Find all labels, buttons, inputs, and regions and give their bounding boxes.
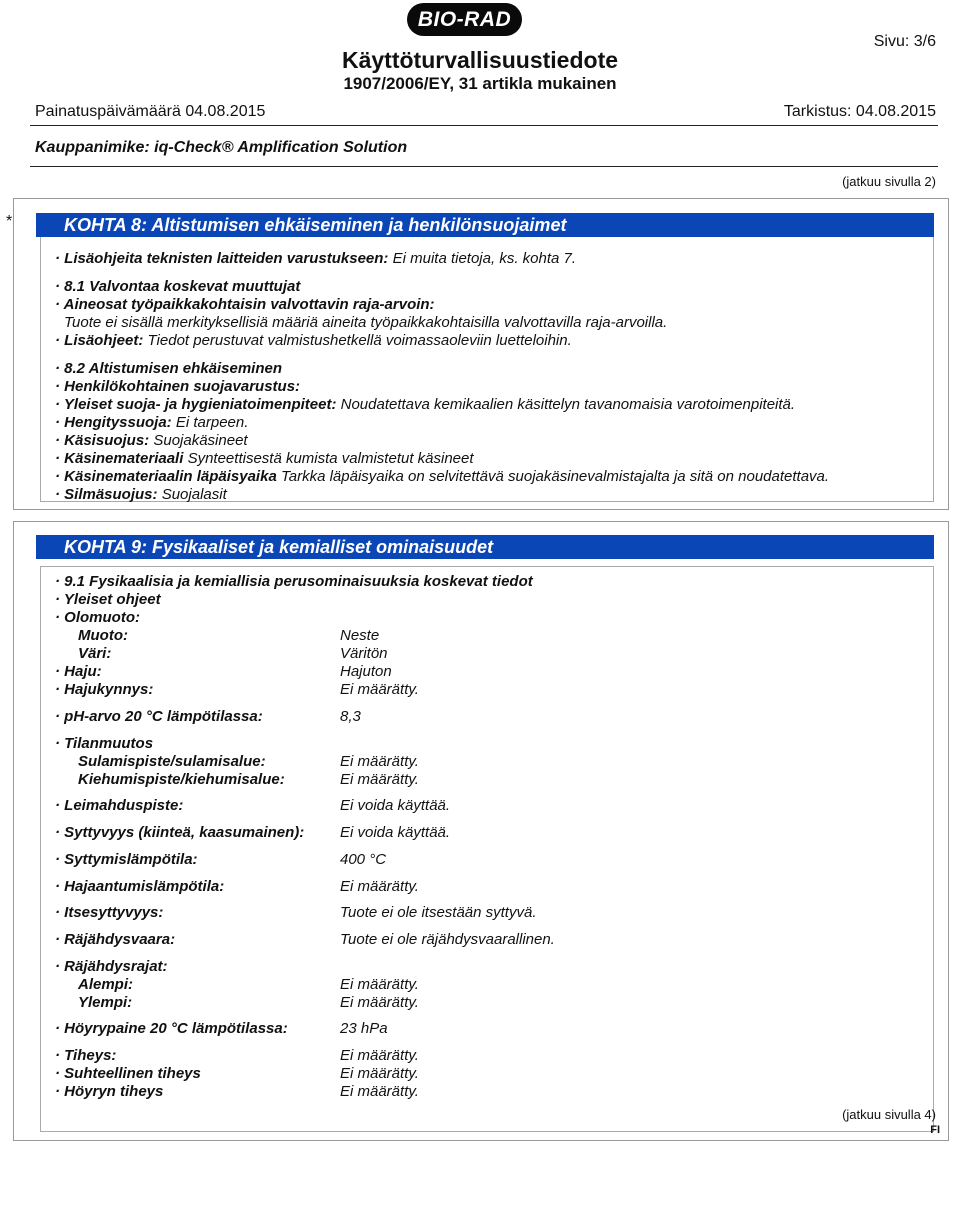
melting-point-value: Ei määrätty. (340, 753, 419, 770)
explosion-limits-heading: · Räjähdysrajat: (55, 958, 168, 975)
upper-limit-value: Ei määrätty. (340, 994, 419, 1011)
ph-value: 8,3 (340, 708, 361, 725)
flash-point-value: Ei voida käyttää. (340, 797, 451, 814)
odor-threshold-label: · Hajukynnys: (55, 681, 154, 698)
line-value: Tarkka läpäisyaika on selvitettävä suojakäsinevalmistajalta ja sitä on noudatettava. (276, 468, 830, 485)
odor-label: · Haju: (55, 663, 102, 680)
melting-point-label: Sulamispiste/sulamisalue: (78, 753, 266, 770)
hygiene-line (55, 396, 795, 413)
density-label: · Tiheys: (55, 1047, 117, 1064)
vapor-density-label: · Höyryn tiheys (55, 1083, 164, 1100)
vapor-density-value: Ei määrätty. (340, 1083, 419, 1100)
form-value: Neste (340, 627, 380, 644)
odor-threshold-value: Ei määrätty. (340, 681, 419, 698)
respiratory-line (55, 414, 248, 431)
page-number: Sivu: 3/6 (873, 33, 936, 50)
boiling-point-label: Kiehumispiste/kiehumisalue: (78, 771, 285, 788)
line-label: · Käsinemateriaali (55, 450, 184, 467)
lower-limit-label: Alempi: (78, 976, 134, 993)
vapor-pressure-label: · Höyrypaine 20 °C lämpötilassa: (55, 1020, 288, 1037)
limit-values-text: Tuote ei sisällä merkityksellisiä määriä aineita työpaikkakohtaisilla valvottavilla raja-arvoilla. (64, 314, 668, 331)
section-9-content-box (40, 566, 934, 1132)
color-label: Väri: (78, 645, 112, 662)
line-value: Suojakäsineet (149, 432, 248, 449)
ignition-temp-value: 400 °C (340, 851, 387, 868)
glove-breakthrough-line (55, 468, 829, 485)
hand-protection-line (55, 432, 248, 449)
general-info-heading: · Yleiset ohjeet (55, 591, 161, 608)
additional-info-line (55, 332, 572, 349)
flammability-value: Ei voida käyttää. (340, 824, 451, 841)
relative-density-value: Ei määrätty. (340, 1065, 419, 1082)
ignition-temp-label: · Syttymislämpötila: (55, 851, 198, 868)
explosion-hazard-label: · Räjähdysvaara: (55, 931, 176, 948)
line-value: Ei muita tietoja, ks. kohta 7. (388, 250, 577, 267)
glove-material-line (55, 450, 474, 467)
flammability-label: · Syttyvyys (kiinteä, kaasumainen): (55, 824, 305, 841)
boiling-point-value: Ei määrätty. (340, 771, 419, 788)
eye-protection-line (55, 486, 227, 503)
brand-text: BIO-RAD (417, 7, 512, 31)
document-title: Käyttöturvallisuustiedote (341, 47, 619, 73)
line-value: Tiedot perustuvat valmistushetkellä voimassaoleviin luetteloihin. (143, 332, 572, 349)
self-ignition-value: Tuote ei ole itsestään syttyvä. (340, 904, 537, 921)
color-value: Väritön (340, 645, 388, 662)
self-ignition-label: · Itsesyttyvyys: (55, 904, 164, 921)
flash-point-label: · Leimahduspiste: (55, 797, 184, 814)
ph-label: · pH-arvo 20 °C lämpötilassa: (55, 708, 263, 725)
line-label: · Lisäohjeita teknisten laitteiden varustukseen: (55, 250, 389, 267)
change-marker: * (6, 213, 13, 230)
limit-values-heading: · Aineosat työpaikkakohtaisin valvottavin raja-arvoin: (55, 296, 435, 313)
relative-density-label: · Suhteellinen tiheys (55, 1065, 201, 1082)
subsection-9-1: · 9.1 Fysikaalisia ja kemiallisia perusominaisuuksia koskevat tiedot (55, 573, 533, 590)
technical-guidance-line (55, 250, 576, 267)
line-label: · Yleiset suoja- ja hygieniatoimenpiteet: (55, 396, 337, 413)
line-value: Noudatettava kemikaalien käsittelyn tavanomaisia varotoimenpiteitä. (336, 396, 796, 413)
appearance-heading: · Olomuoto: (55, 609, 140, 626)
print-date: Painatuspäivämäärä 04.08.2015 (35, 103, 266, 120)
bio-rad-logo (407, 3, 522, 36)
language-code: FI (930, 1124, 940, 1136)
odor-value: Hajuton (340, 663, 392, 680)
revision-date: Tarkistus: 04.08.2015 (783, 103, 936, 120)
explosion-hazard-value: Tuote ei ole räjähdysvaarallinen. (340, 931, 555, 948)
density-value: Ei määrätty. (340, 1047, 419, 1064)
lower-limit-value: Ei määrätty. (340, 976, 419, 993)
section-9-heading: KOHTA 9: Fysikaaliset ja kemialliset ominaisuudet (36, 535, 934, 559)
document-subtitle: 1907/2006/EY, 31 artikla mukainen (343, 74, 617, 93)
line-label: · Lisäohjeet: (55, 332, 144, 349)
continued-to: (jatkuu sivulla 4) (842, 1107, 936, 1122)
line-value: Suojalasit (157, 486, 227, 503)
form-label: Muoto: (78, 627, 128, 644)
line-value: Synteettisestä kumista valmistetut käsineet (183, 450, 474, 467)
product-divider (30, 166, 938, 167)
ppe-heading: · Henkilökohtainen suojavarustus: (55, 378, 301, 395)
line-label: · Silmäsuojus: (55, 486, 158, 503)
continued-from: (jatkuu sivulla 2) (842, 174, 936, 189)
decomposition-temp-label: · Hajaantumislämpötila: (55, 878, 225, 895)
vapor-pressure-value: 23 hPa (340, 1020, 388, 1037)
upper-limit-label: Ylempi: (78, 994, 133, 1011)
section-8-heading: KOHTA 8: Altistumisen ehkäiseminen ja henkilönsuojaimet (36, 213, 934, 237)
line-label: · Käsinemateriaalin läpäisyaika (55, 468, 277, 485)
line-label: · Käsisuojus: (55, 432, 150, 449)
state-change-heading: · Tilanmuutos (55, 735, 154, 752)
line-value: Ei tarpeen. (171, 414, 249, 431)
subsection-8-2: · 8.2 Altistumisen ehkäiseminen (55, 360, 283, 377)
subsection-8-1: · 8.1 Valvontaa koskevat muuttujat (55, 278, 301, 295)
header-divider (30, 125, 938, 126)
product-name: Kauppanimike: iq-Check® Amplification Solution (35, 139, 408, 156)
line-label: · Hengityssuoja: (55, 414, 172, 431)
decomposition-temp-value: Ei määrätty. (340, 878, 419, 895)
